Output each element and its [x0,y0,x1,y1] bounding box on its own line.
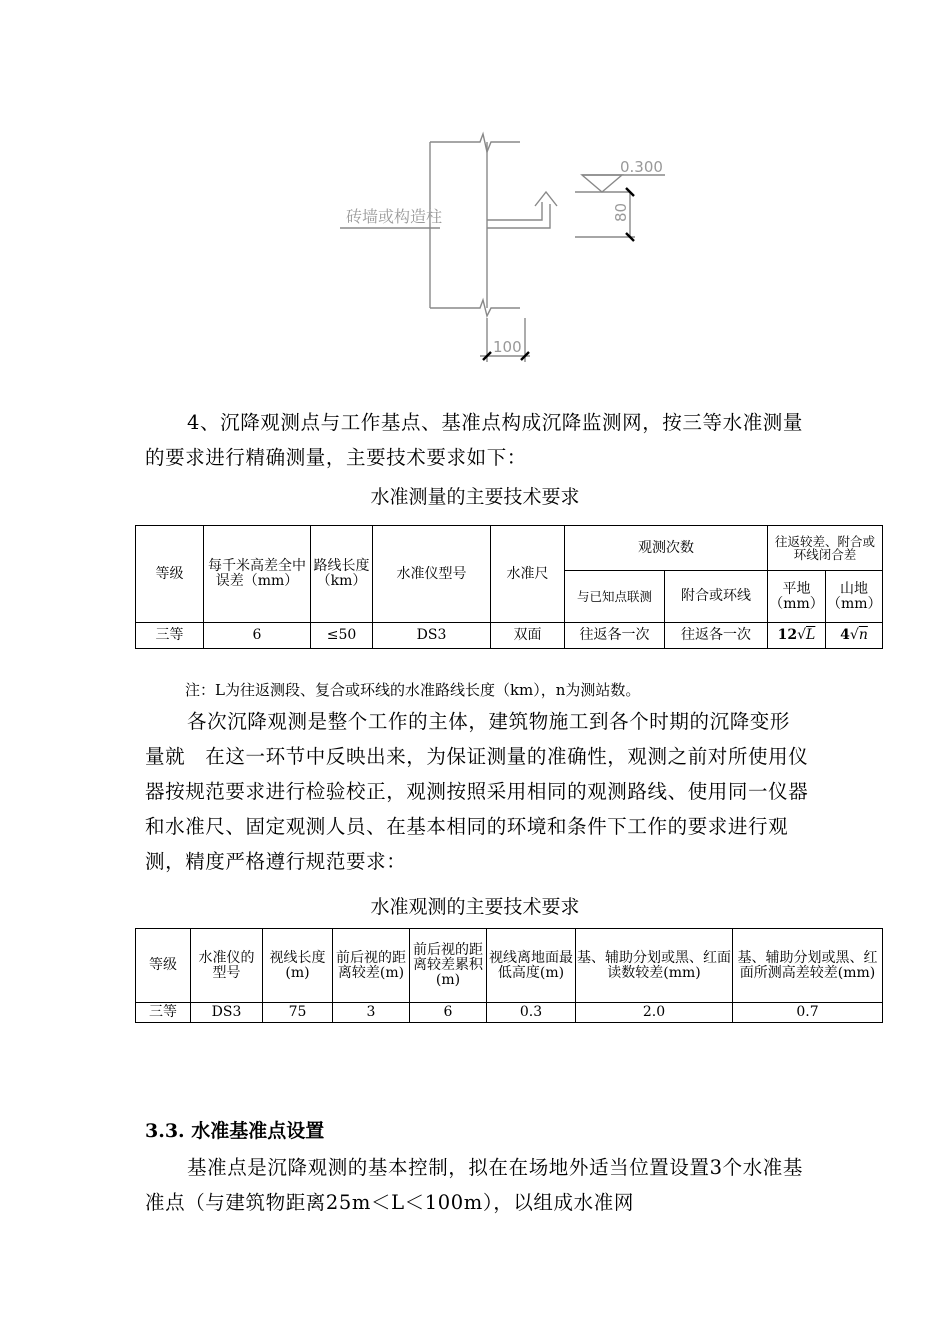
section-number: 3.3. [145,1120,185,1142]
flat-variable: L [806,627,816,643]
cell-instrument: DS3 [373,623,491,649]
header-instrument: 水准仪型号 [373,526,491,623]
header-reading-diff: 基、辅助分划或黑、红面读数较差(mm) [576,929,733,1003]
header-min-height: 视线离地面最低高度(m) [487,929,576,1003]
header-observation-times: 观测次数 [565,526,768,571]
cell-rod: 双面 [491,623,565,649]
height-dimension: 80 [612,202,630,222]
observation-requirements-table [135,928,883,1023]
header-times-loop: 附合或环线 [665,571,768,623]
header-distance-diff: 前后视的距离较差(m) [333,929,410,1003]
settlement-point-diagram [330,120,690,370]
cell-grade: 三等 [136,1003,191,1023]
cell-error: 6 [204,623,311,649]
header-distance-diff-cumulative: 前后视的距离较差累积 (m) [410,929,487,1003]
header-closure: 往返较差、附合或环线闭合差 [768,526,883,571]
header-flat: 平地（mm） [768,571,826,623]
header-route-length: 路线长度（km） [311,526,373,623]
sqrt-icon: √ [849,627,859,643]
header-rod: 水准尺 [491,526,565,623]
wall-label: 砖墙或构造柱 [346,207,443,226]
table-note: 注：L为往返测段、复合或环线的水准路线长度（km），n为测站数。 [185,681,641,699]
paragraph-observation: 各次沉降观测是整个工作的主体，建筑物施工到各个时期的沉降变形量就 在这一环节中反映出来，为保证测量的准确性，观测之前对所使用仪器按规范要求进行检验校正，观测按照采用相同的观测路线、使用同一仪器和水准尺、固定观测人员、在基本相同的环境和条件下工作的要求进行观测，精度严格遵行规范要求： [145,710,809,873]
cell-instrument-model: DS3 [191,1003,263,1023]
elevation-label: 0.300 [620,158,663,176]
header-error: 每千米高差全中误差（mm） [204,526,311,623]
cell-flat-formula [768,623,826,649]
cell-height-diff: 0.7 [733,1003,883,1023]
header-mountain: 山地（mm） [826,571,883,623]
section-title: 水准基准点设置 [191,1120,325,1142]
cell-length: ≤50 [311,623,373,649]
header-grade: 等级 [136,526,204,623]
cell-grade: 三等 [136,623,204,649]
mountain-variable: n [858,627,868,643]
cell-min-height: 0.3 [487,1003,576,1023]
paragraph-requirements-intro: 4、沉降观测点与工作基点、基准点构成沉降监测网，按三等水准测量的要求进行精确测量，主要技术要求如下： [145,411,804,469]
table1-caption: 水准测量的主要技术要求 [370,486,580,508]
cell-distance-diff-cumulative: 6 [410,1003,487,1023]
header-height-diff: 基、辅助分划或黑、红面所测高差较差(mm) [733,929,883,1003]
cell-times-known: 往返各一次 [565,623,665,649]
table2-caption: 水准观测的主要技术要求 [370,896,580,918]
cell-mountain-formula [826,623,883,649]
header-instrument-model: 水准仪的型号 [191,929,263,1003]
paragraph-benchmark: 基准点是沉降观测的基本控制，拟在在场地外适当位置设置3个水准基准点（与建筑物距离25m＜L＜100m），以组成水准网 [145,1156,804,1214]
leveling-requirements-table [135,525,883,649]
flat-coefficient: 12 [777,627,798,643]
cell-sight-length: 75 [263,1003,333,1023]
mountain-coefficient: 4 [840,627,850,643]
sqrt-icon: √ [797,627,807,643]
header-times-known: 与已知点联测 [565,571,665,623]
header-grade: 等级 [136,929,191,1003]
width-dimension: 100 [493,338,522,356]
cell-times-loop: 往返各一次 [665,623,768,649]
cell-distance-diff: 3 [333,1003,410,1023]
header-sight-length: 视线长度(m) [263,929,333,1003]
section-heading [145,1116,324,1143]
cell-reading-diff: 2.0 [576,1003,733,1023]
